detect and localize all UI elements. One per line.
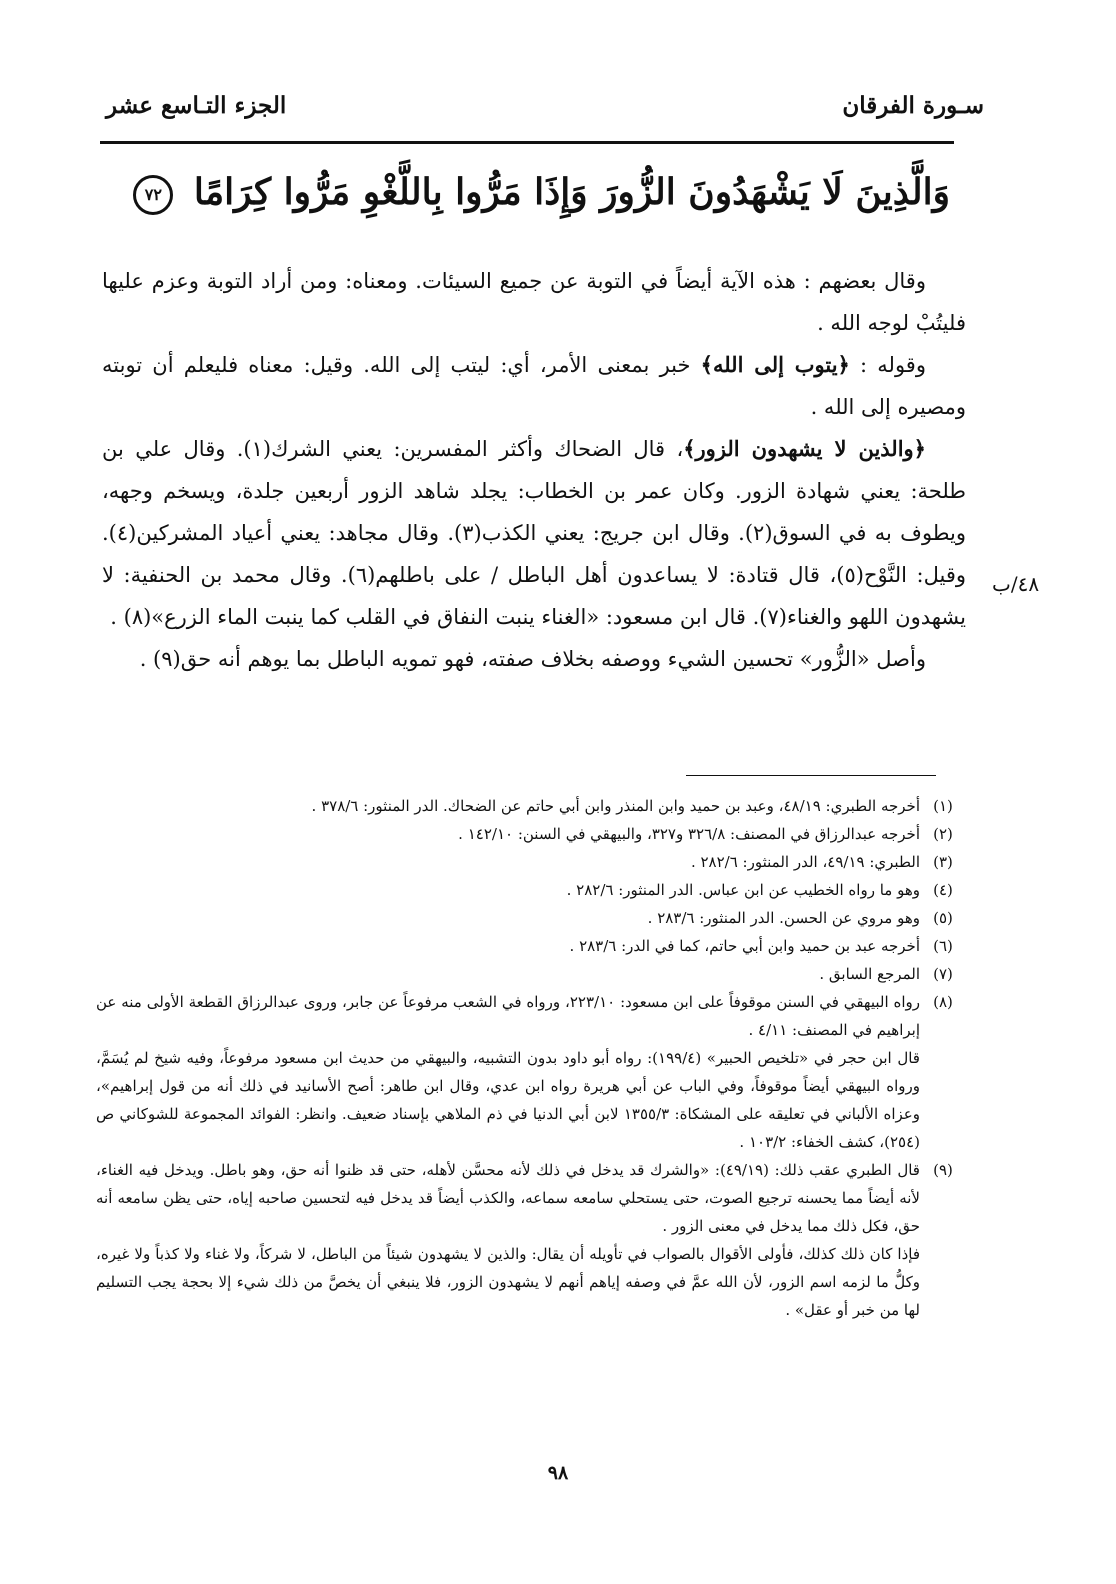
footnote <box>96 932 966 960</box>
footnote-number: (٩) <box>933 1161 953 1179</box>
footnote <box>96 792 966 820</box>
paragraph-2-rest: خبر بمعنى الأمر، أي: ليتب إلى الله. وقيل: معناه فليعلم أن توبته ومصيره إلى الله . <box>102 353 966 419</box>
footnote <box>96 988 966 1044</box>
ayah-number-marker: ٧٢ <box>133 175 173 215</box>
quran-verse <box>144 160 950 224</box>
verse-text: وَالَّذِينَ لَا يَشْهَدُونَ الزُّورَ وَإِذَا مَرُّوا بِاللَّغْوِ مَرُّوا كِرَامًا <box>193 171 950 213</box>
juz-header: الجزء التـاسع عشر <box>106 92 287 119</box>
commentary-body <box>102 260 966 680</box>
footnote-separator <box>686 775 936 776</box>
footnote-number: (٥) <box>933 909 953 927</box>
footnote-number: (٨) <box>933 993 953 1011</box>
footnote-number: (٣) <box>933 853 953 871</box>
footnote-number: (٦) <box>933 937 953 955</box>
footnote-text: وهو ما رواه الخطيب عن ابن عباس. الدر المنثور: ٢٨٢/٦ . <box>566 881 920 899</box>
footnote <box>96 820 966 848</box>
footnote-text: رواه البيهقي في السنن موقوفاً على ابن مسعود: ٢٢٣/١٠، ورواه في الشعب مرفوعاً عن جابر، وروى عبدالرزاق القطعة الأولى منه عن إبراهيم في المصنف: ٤/١١ . <box>96 993 920 1039</box>
footnote-text: وهو مروي عن الحسن. الدر المنثور: ٢٨٣/٦ . <box>647 909 920 927</box>
footnote-text: أخرجه عبد بن حميد وابن أبي حاتم، كما في الدر: ٢٨٣/٦ . <box>569 937 920 955</box>
footnote <box>96 904 966 932</box>
footnote <box>96 960 966 988</box>
footnote-text: أخرجه الطبري: ٤٨/١٩، وعبد بن حميد وابن المنذر وابن أبي حاتم عن الضحاك. الدر المنثور: ٣٧٨/٦ . <box>311 797 920 815</box>
header-rule <box>100 141 954 144</box>
footnote-number: (١) <box>933 797 953 815</box>
footnote-number: (٤) <box>933 881 953 899</box>
quoted-verse: ﴿والذين لا يشهدون الزور﴾ <box>683 436 926 461</box>
footnotes <box>96 792 966 1324</box>
paragraph-1: وقال بعضهم : هذه الآية أيضاً في التوبة عن جميع السيئات. ومعناه: ومن أراد التوبة وعزم عليها فليتُبْ لوجه الله . <box>102 269 966 335</box>
surah-header: سـورة الفرقان <box>842 92 984 119</box>
footnote <box>96 876 966 904</box>
footnote-number: (٢) <box>933 825 953 843</box>
paragraph-2 <box>102 344 966 428</box>
footnote-continuation: قال ابن حجر في «تلخيص الحبير» (١٩٩/٤): رواه أبو داود بدون التشبيه، والبيهقي من حديث ابن مسعود مرفوعاً، وفيه شيخ لم يُسَمَّ، ورواه البيهقي أيضاً موقوفاً، وفي الباب عن أبي هريرة رواه ابن عدي، وقال ابن طاهر: أصح الأسانيد في ذلك أنه من قول إبراهيم»، وعزاه الألباني في تعليقه على المشكاة: ١٣٥٥/٣ لابن أبي الدنيا في ذم الملاهي بإسناد ضعيف. وانظر: الفوائد المجموعة للشوكاني ص (٢٥٤)، كشف الخفاء: ١٠٣/٢ . <box>96 1049 920 1151</box>
paragraph-3 <box>102 428 966 638</box>
footnote-text: قال الطبري عقب ذلك: (٤٩/١٩): «والشرك قد يدخل في ذلك لأنه محسَّن لأهله، حتى قد ظنوا أنه حق، وهو باطل. ويدخل فيه الغناء، لأنه أيضاً مما يحسنه ترجيع الصوت، حتى يستحلي سامعه سماعه، والكذب أيضاً قد يدخل فيه لتحسين صاحبه إياه، حتى يظن سامعه أنه حق، فكل ذلك مما يدخل في معنى الزور . <box>96 1161 920 1235</box>
footnote-text: المرجع السابق . <box>819 965 920 983</box>
paragraph-2-lead: وقوله : <box>849 353 926 377</box>
footnote <box>96 1156 966 1240</box>
manuscript-folio-note: ٤٨/ب <box>992 572 1040 596</box>
paragraph-3-rest: ، قال الضحاك وأكثر المفسرين: يعني الشرك(١). وقال علي بن طلحة: يعني شهادة الزور. وكان عمر بن الخطاب: يجلد شاهد الزور أربعين جلدة، ويسخم وجهه، ويطوف به في السوق(٢). وقال ابن جريج: يعني الكذب(٣). وقال مجاهد: يعني أعياد المشركين(٤). وقيل: النَّوْح(٥)، قال قتادة: لا يساعدون أهل الباطل / على باطلهم(٦). وقال محمد بن الحنفية: لا يشهدون اللهو والغناء(٧). قال ابن مسعود: «الغناء ينبت النفاق في القلب كما ينبت الماء الزرع»(٨) . <box>102 437 967 629</box>
quoted-verse: ﴿يتوب إلى الله﴾ <box>700 352 850 377</box>
footnote-number: (٧) <box>933 965 953 983</box>
paragraph-4: وأصل «الزُّور» تحسين الشيء ووصفه بخلاف صفته، فهو تمويه الباطل بما يوهم أنه حق(٩) . <box>139 647 926 671</box>
footnote <box>96 848 966 876</box>
footnote-text: أخرجه عبدالرزاق في المصنف: ٣٢٦/٨ و٣٢٧، والبيهقي في السنن: ١٤٢/١٠ . <box>458 825 920 843</box>
page-number: ٩٨ <box>547 1462 569 1484</box>
footnote-text: الطبري: ٤٩/١٩، الدر المنثور: ٢٨٢/٦ . <box>690 853 920 871</box>
footnote-continuation: فإذا كان ذلك كذلك، فأولى الأقوال بالصواب في تأويله أن يقال: والذين لا يشهدون شيئاً من الباطل، لا شركاً، ولا غناء ولا كذباً ولا غيره، وكلُّ ما لزمه اسم الزور، لأن الله عمَّ في وصفه إياهم أنهم لا يشهدون الزور، فلا ينبغي أن يخصَّ من ذلك شيء إلا بحجة يجب التسليم لها من خبر أو عقل» . <box>96 1245 920 1319</box>
